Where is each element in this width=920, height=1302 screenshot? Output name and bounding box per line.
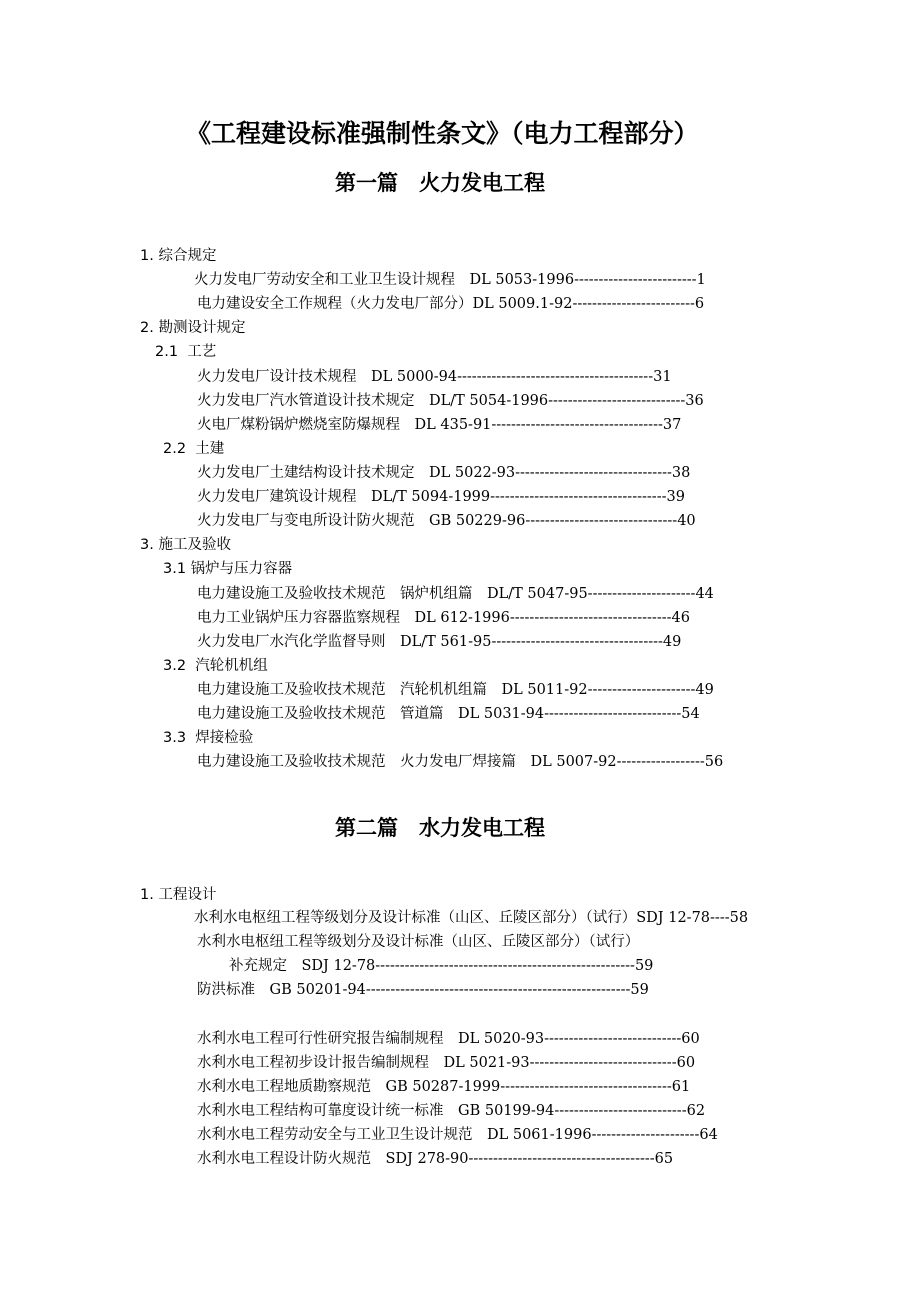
subsection-heading: 2.1 工艺 xyxy=(155,344,217,360)
toc-entry: 火力发电厂水汽化学监督导则 DL/T 561-95-----------------------------------49 xyxy=(197,634,682,650)
toc-entry: 电力建设安全工作规程（火力发电厂部分）DL 5009.1-92-------------------------6 xyxy=(197,296,705,312)
subsection-heading: 3.2 汽轮机机组 xyxy=(163,658,268,674)
section-heading: 3. 施工及验收 xyxy=(140,537,231,553)
toc-entry: 电力建设施工及验收技术规范 火力发电厂焊接篇 DL 5007-92------------------56 xyxy=(197,754,724,770)
toc-entry: 火力发电厂劳动安全和工业卫生设计规程 DL 5053-1996-------------------------1 xyxy=(194,272,706,288)
toc-entry: 水利水电工程初步设计报告编制规程 DL 5021-93------------------------------60 xyxy=(197,1055,696,1071)
toc-entry: 火力发电厂土建结构设计技术规定 DL 5022-93--------------------------------38 xyxy=(197,465,691,481)
toc-entry: 水利水电枢纽工程等级划分及设计标准（山区、丘陵区部分）（试行）SDJ 12-78----58 xyxy=(194,910,749,926)
part-2-heading: 第二篇 水力发电工程 xyxy=(335,816,545,840)
subsection-heading: 3.3 焊接检验 xyxy=(163,730,254,746)
part-1-heading: 第一篇 火力发电工程 xyxy=(335,171,545,195)
toc-entry: 防洪标准 GB 50201-94------------------------------------------------------59 xyxy=(197,982,649,998)
toc-entry: 补充规定 SDJ 12-78-----------------------------------------------------59 xyxy=(229,958,654,974)
toc-entry: 电力建设施工及验收技术规范 汽轮机机组篇 DL 5011-92----------------------49 xyxy=(197,682,714,698)
toc-entry: 电力工业锅炉压力容器监察规程 DL 612-1996---------------------------------46 xyxy=(197,610,690,626)
toc-entry: 火电厂煤粉锅炉燃烧室防爆规程 DL 435-91-----------------------------------37 xyxy=(197,417,682,433)
document-title: 《工程建设标准强制性条文》（电力工程部分） xyxy=(186,119,699,148)
toc-entry: 电力建设施工及验收技术规范 锅炉机组篇 DL/T 5047-95----------------------44 xyxy=(197,586,714,602)
toc-entry: 水利水电工程可行性研究报告编制规程 DL 5020-93----------------------------60 xyxy=(197,1031,700,1047)
toc-entry: 水利水电工程结构可靠度设计统一标准 GB 50199-94---------------------------62 xyxy=(197,1103,706,1119)
toc-entry: 火力发电厂设计技术规程 DL 5000-94----------------------------------------31 xyxy=(197,369,672,385)
toc-entry: 火力发电厂建筑设计规程 DL/T 5094-1999------------------------------------39 xyxy=(197,489,685,505)
section-heading: 1. 工程设计 xyxy=(140,887,217,903)
subsection-heading: 3.1 锅炉与压力容器 xyxy=(163,561,293,577)
toc-entry: 水利水电枢纽工程等级划分及设计标准（山区、丘陵区部分）（试行） xyxy=(197,934,640,950)
toc-entry: 水利水电工程劳动安全与工业卫生设计规范 DL 5061-1996----------------------64 xyxy=(197,1127,718,1143)
toc-entry: 火力发电厂与变电所设计防火规范 GB 50229-96-------------------------------40 xyxy=(197,513,696,529)
toc-entry: 电力建设施工及验收技术规范 管道篇 DL 5031-94----------------------------54 xyxy=(197,706,700,722)
toc-entry: 火力发电厂汽水管道设计技术规定 DL/T 5054-1996----------------------------36 xyxy=(197,393,704,409)
section-heading: 1. 综合规定 xyxy=(140,248,217,264)
toc-entry: 水利水电工程设计防火规范 SDJ 278-90--------------------------------------65 xyxy=(197,1151,674,1167)
toc-entry: 水利水电工程地质勘察规范 GB 50287-1999-----------------------------------61 xyxy=(197,1079,691,1095)
subsection-heading: 2.2 土建 xyxy=(163,441,225,457)
section-heading: 2. 勘测设计规定 xyxy=(140,320,246,336)
